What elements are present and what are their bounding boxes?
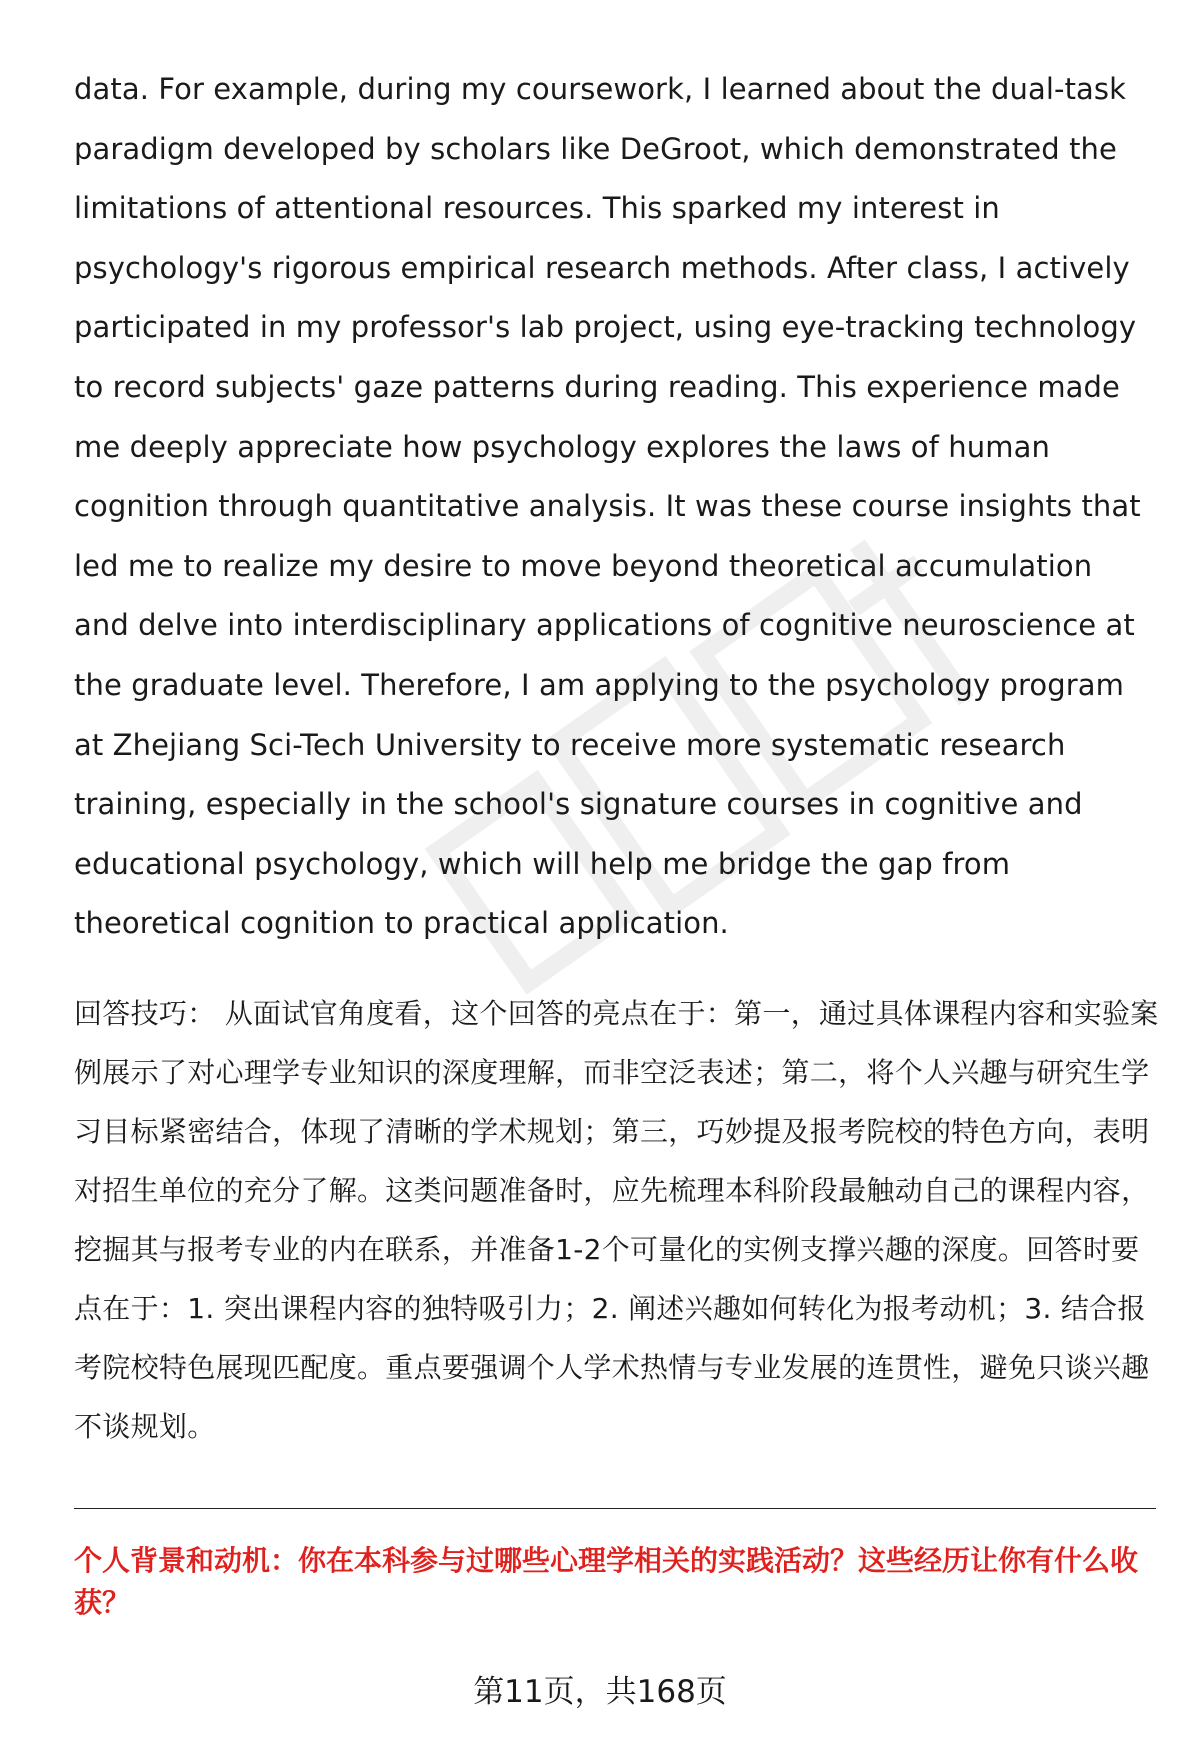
next-question-heading: 个人背景和动机：你在本科参与过哪些心理学相关的实践活动？这些经历让你有什么收获？: [74, 1544, 1139, 1619]
english-answer-paragraph: data. For example, during my coursework, I learned about the dual-task paradigm developed by scholars like DeGroot, which demonstrated the limitations of attentional resources. This sparked my interest in psychology's rigorous empirical research methods. After class, I actively participated in my professor's lab project, using eye-tracking technology to record subjects' gaze patterns during reading. This experience made me deeply appreciate how psychology explores the laws of human cognition through quantitative analysis. It was these course insights that led me to realize my desire to move beyond theoretical accumulation and delve into interdisciplinary applications of cognitive neuroscience at the graduate level. Therefore, I am applying to the psychology program at Zhejiang Sci-Tech University to receive more systematic research training, especially in the school's signature courses in cognitive and educational psychology, which will help me bridge the gap from theoretical cognition to practical application.: [74, 72, 1141, 941]
section-divider: [74, 1508, 1156, 1509]
page-number: 第11页，共168页: [473, 1674, 727, 1710]
answer-tips-paragraph: 回答技巧： 从面试官角度看，这个回答的亮点在于：第一，通过具体课程内容和实验案例展示了对心理学专业知识的深度理解，而非空泛表述；第二，将个人兴趣与研究生学习目标紧密结合，体现了清晰的学术规划；第三，巧妙提及报考院校的特色方向，表明对招生单位的充分了解。这类问题准备时，应先梳理本科阶段最触动自己的课程内容，挖掘其与报考专业的内在联系，并准备1-2个可量化的实例支撑兴趣的深度。回答时要点在于：1. 突出课程内容的独特吸引力；2. 阐述兴趣如何转化为报考动机；3. 结合报考院校特色展现匹配度。重点要强调个人学术热情与专业发展的连贯性，避免只谈兴趣不谈规划。: [74, 997, 1159, 1443]
